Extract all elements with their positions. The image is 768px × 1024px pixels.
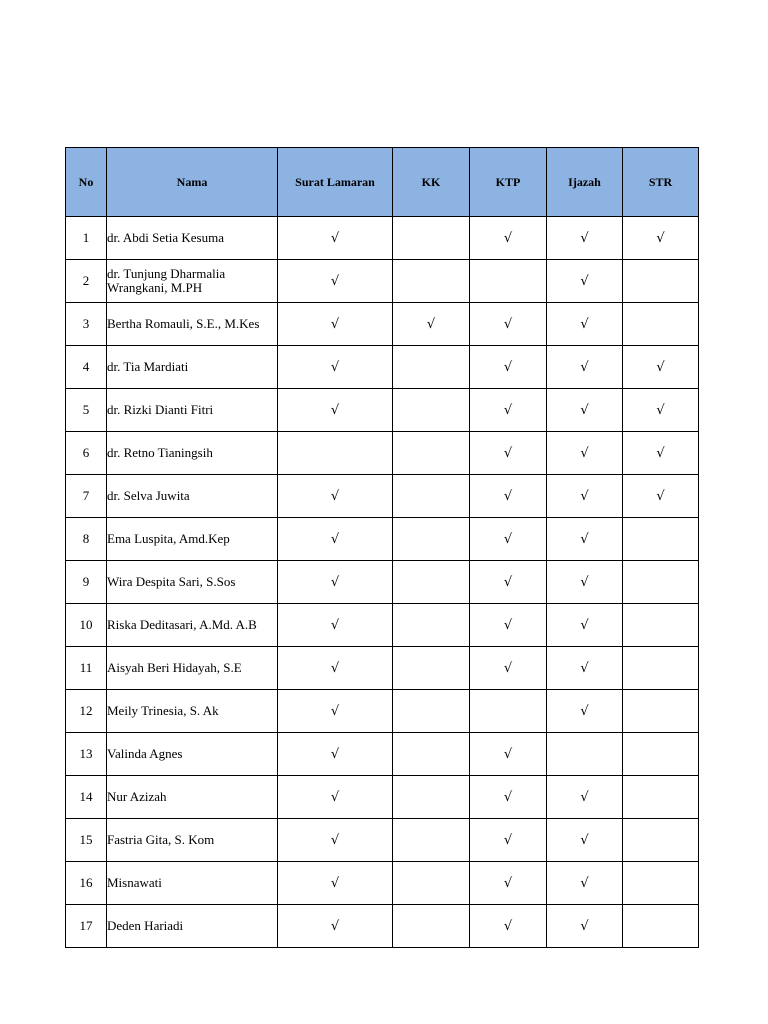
col-header-str: STR — [623, 148, 699, 217]
cell-nama: Ema Luspita, Amd.Kep — [107, 518, 278, 561]
cell-str — [623, 690, 699, 733]
col-header-no: No — [66, 148, 107, 217]
cell-surat-lamaran: √ — [278, 604, 393, 647]
cell-kk — [393, 561, 470, 604]
cell-str — [623, 604, 699, 647]
cell-no: 13 — [66, 733, 107, 776]
cell-nama: dr. Abdi Setia Kesuma — [107, 217, 278, 260]
cell-ijazah: √ — [547, 518, 623, 561]
cell-str — [623, 561, 699, 604]
table-row — [66, 862, 699, 905]
cell-surat-lamaran: √ — [278, 862, 393, 905]
cell-kk — [393, 862, 470, 905]
cell-ijazah: √ — [547, 561, 623, 604]
cell-nama: Misnawati — [107, 862, 278, 905]
cell-str: √ — [623, 217, 699, 260]
cell-str: √ — [623, 389, 699, 432]
cell-ktp: √ — [470, 217, 547, 260]
cell-ktp: √ — [470, 475, 547, 518]
cell-surat-lamaran: √ — [278, 217, 393, 260]
cell-nama: Valinda Agnes — [107, 733, 278, 776]
cell-surat-lamaran: √ — [278, 647, 393, 690]
cell-surat-lamaran: √ — [278, 733, 393, 776]
cell-surat-lamaran — [278, 432, 393, 475]
cell-no: 3 — [66, 303, 107, 346]
cell-str — [623, 733, 699, 776]
cell-ktp: √ — [470, 776, 547, 819]
cell-kk — [393, 389, 470, 432]
cell-str: √ — [623, 432, 699, 475]
cell-ijazah: √ — [547, 389, 623, 432]
cell-nama: dr. Selva Juwita — [107, 475, 278, 518]
cell-kk — [393, 776, 470, 819]
cell-surat-lamaran: √ — [278, 905, 393, 948]
cell-no: 12 — [66, 690, 107, 733]
cell-str — [623, 647, 699, 690]
table-row — [66, 905, 699, 948]
table-row — [66, 690, 699, 733]
cell-nama: dr. Rizki Dianti Fitri — [107, 389, 278, 432]
cell-nama: Meily Trinesia, S. Ak — [107, 690, 278, 733]
cell-ktp: √ — [470, 819, 547, 862]
cell-no: 11 — [66, 647, 107, 690]
cell-ijazah: √ — [547, 604, 623, 647]
cell-nama: Bertha Romauli, S.E., M.Kes — [107, 303, 278, 346]
table-row — [66, 733, 699, 776]
table-row — [66, 389, 699, 432]
cell-nama: Aisyah Beri Hidayah, S.E — [107, 647, 278, 690]
cell-no: 2 — [66, 260, 107, 303]
cell-str — [623, 260, 699, 303]
cell-ktp: √ — [470, 346, 547, 389]
cell-nama: dr. Tia Mardiati — [107, 346, 278, 389]
table-row — [66, 647, 699, 690]
table-row — [66, 303, 699, 346]
cell-no: 8 — [66, 518, 107, 561]
col-header-surat-lamaran: Surat Lamaran — [278, 148, 393, 217]
table-row — [66, 819, 699, 862]
cell-str — [623, 862, 699, 905]
cell-ktp — [470, 260, 547, 303]
cell-str — [623, 776, 699, 819]
cell-surat-lamaran: √ — [278, 303, 393, 346]
cell-surat-lamaran: √ — [278, 389, 393, 432]
cell-kk: √ — [393, 303, 470, 346]
cell-nama: Wira Despita Sari, S.Sos — [107, 561, 278, 604]
cell-kk — [393, 905, 470, 948]
cell-kk — [393, 475, 470, 518]
cell-ijazah: √ — [547, 475, 623, 518]
cell-ijazah: √ — [547, 303, 623, 346]
cell-ijazah: √ — [547, 905, 623, 948]
cell-ktp: √ — [470, 862, 547, 905]
cell-kk — [393, 819, 470, 862]
cell-ijazah: √ — [547, 690, 623, 733]
cell-ijazah: √ — [547, 432, 623, 475]
cell-surat-lamaran: √ — [278, 260, 393, 303]
cell-nama: Riska Deditasari, A.Md. A.B — [107, 604, 278, 647]
cell-kk — [393, 518, 470, 561]
table-row — [66, 518, 699, 561]
cell-nama: Nur Azizah — [107, 776, 278, 819]
cell-ktp: √ — [470, 389, 547, 432]
cell-no: 15 — [66, 819, 107, 862]
cell-no: 6 — [66, 432, 107, 475]
cell-str — [623, 303, 699, 346]
cell-ijazah: √ — [547, 776, 623, 819]
cell-ktp: √ — [470, 905, 547, 948]
cell-no: 9 — [66, 561, 107, 604]
cell-ijazah: √ — [547, 647, 623, 690]
cell-nama: dr. Retno Tianingsih — [107, 432, 278, 475]
cell-no: 7 — [66, 475, 107, 518]
applicant-document-table — [65, 147, 699, 948]
cell-ijazah: √ — [547, 346, 623, 389]
cell-ktp: √ — [470, 647, 547, 690]
cell-str: √ — [623, 475, 699, 518]
cell-kk — [393, 690, 470, 733]
col-header-ijazah: Ijazah — [547, 148, 623, 217]
cell-str — [623, 518, 699, 561]
table-row — [66, 475, 699, 518]
cell-ijazah — [547, 733, 623, 776]
cell-no: 5 — [66, 389, 107, 432]
cell-ktp: √ — [470, 561, 547, 604]
cell-ktp: √ — [470, 733, 547, 776]
cell-no: 14 — [66, 776, 107, 819]
cell-surat-lamaran: √ — [278, 518, 393, 561]
cell-ktp — [470, 690, 547, 733]
table-row — [66, 561, 699, 604]
table-row — [66, 217, 699, 260]
cell-ijazah: √ — [547, 862, 623, 905]
cell-ijazah: √ — [547, 260, 623, 303]
cell-ijazah: √ — [547, 217, 623, 260]
cell-ktp: √ — [470, 518, 547, 561]
cell-kk — [393, 346, 470, 389]
col-header-nama: Nama — [107, 148, 278, 217]
table-row — [66, 346, 699, 389]
cell-kk — [393, 647, 470, 690]
cell-surat-lamaran: √ — [278, 475, 393, 518]
cell-surat-lamaran: √ — [278, 776, 393, 819]
cell-ktp: √ — [470, 432, 547, 475]
cell-surat-lamaran: √ — [278, 690, 393, 733]
cell-no: 10 — [66, 604, 107, 647]
cell-kk — [393, 432, 470, 475]
cell-no: 4 — [66, 346, 107, 389]
cell-no: 16 — [66, 862, 107, 905]
cell-no: 17 — [66, 905, 107, 948]
cell-nama: Fastria Gita, S. Kom — [107, 819, 278, 862]
cell-nama: dr. Tunjung Dharmalia Wrangkani, M.PH — [107, 260, 278, 303]
cell-ktp: √ — [470, 303, 547, 346]
cell-no: 1 — [66, 217, 107, 260]
table-row — [66, 432, 699, 475]
col-header-kk: KK — [393, 148, 470, 217]
cell-kk — [393, 604, 470, 647]
col-header-ktp: KTP — [470, 148, 547, 217]
table-row — [66, 776, 699, 819]
cell-str: √ — [623, 346, 699, 389]
cell-str — [623, 905, 699, 948]
cell-kk — [393, 260, 470, 303]
table-row — [66, 604, 699, 647]
cell-str — [623, 819, 699, 862]
cell-surat-lamaran: √ — [278, 561, 393, 604]
cell-ktp: √ — [470, 604, 547, 647]
cell-nama: Deden Hariadi — [107, 905, 278, 948]
table-row — [66, 260, 699, 303]
cell-kk — [393, 217, 470, 260]
cell-kk — [393, 733, 470, 776]
header-row — [66, 148, 699, 217]
cell-ijazah: √ — [547, 819, 623, 862]
cell-surat-lamaran: √ — [278, 819, 393, 862]
cell-surat-lamaran: √ — [278, 346, 393, 389]
